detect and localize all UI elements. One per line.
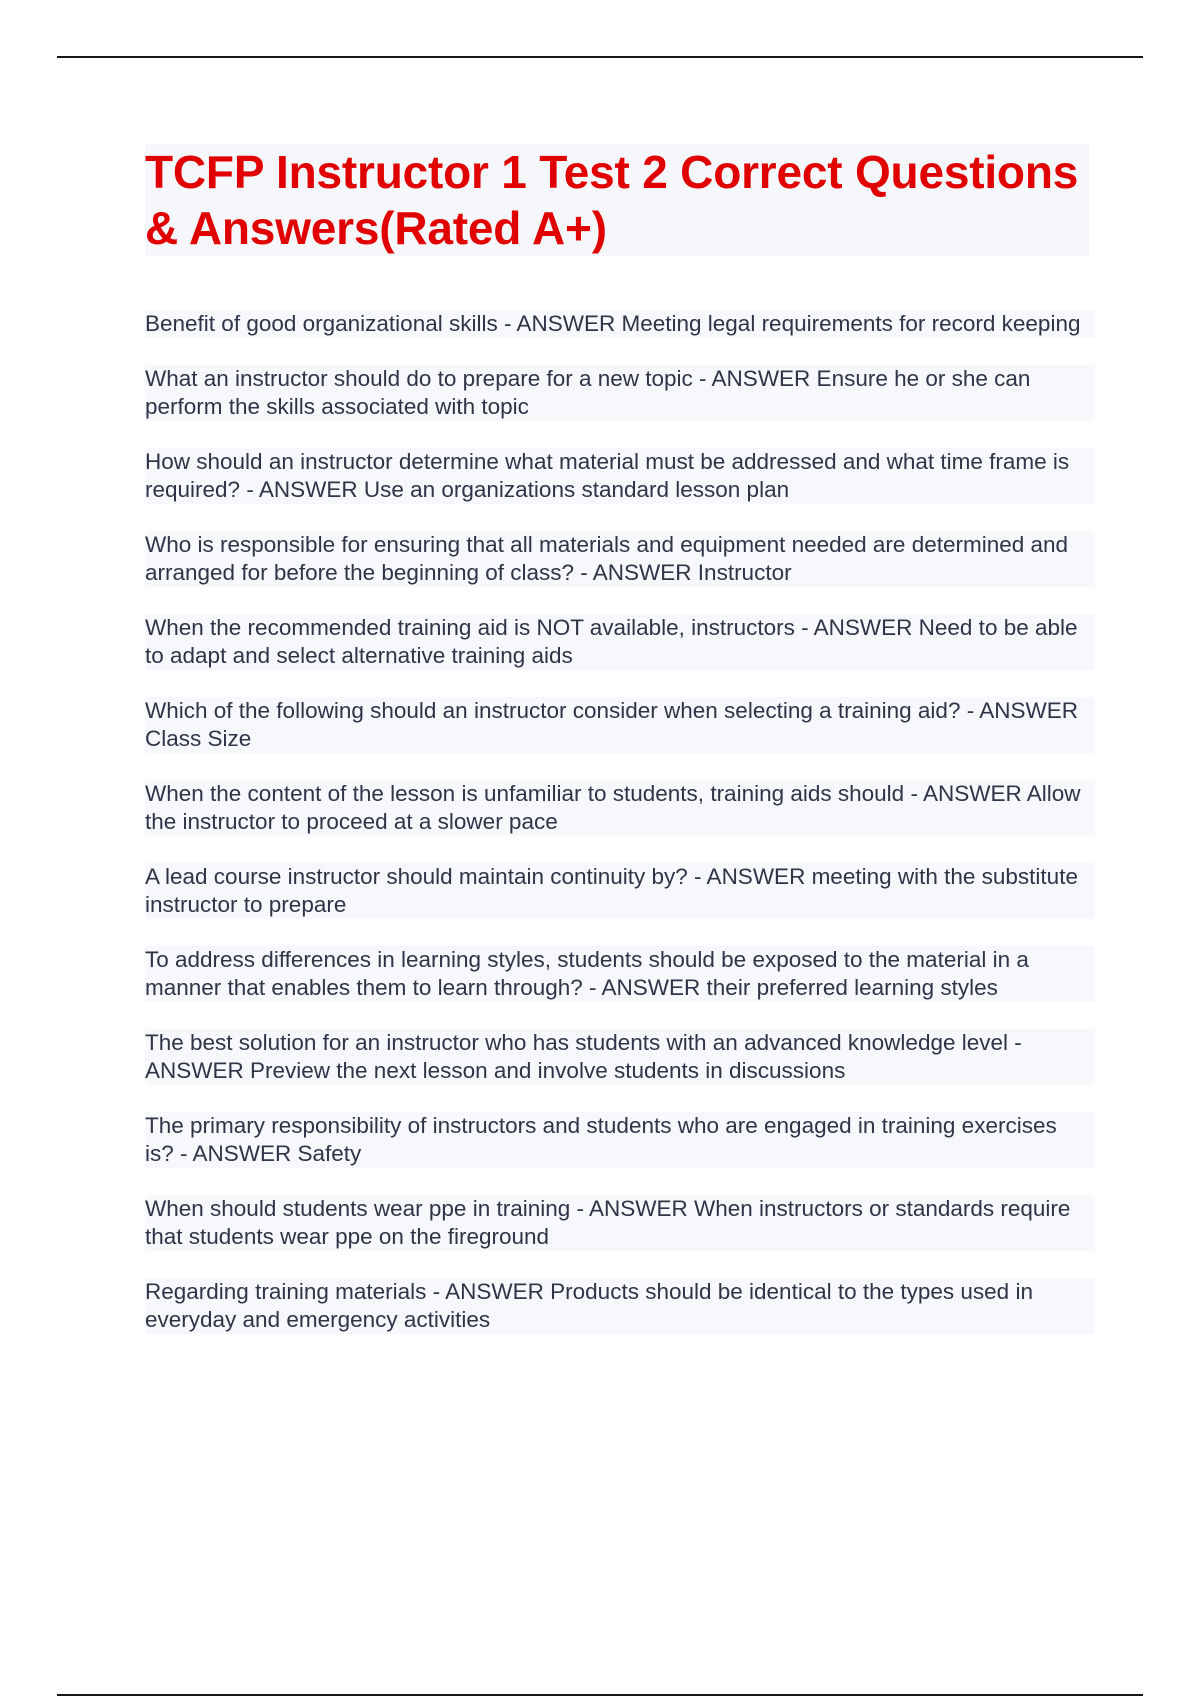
qa-list [145,310,1095,1361]
qa-item: Benefit of good organizational skills - ANSWER Meeting legal requirements for record keeping [145,310,1095,338]
qa-item: The primary responsibility of instructors and students who are engaged in training exercises is? - ANSWER Safety [145,1112,1095,1168]
qa-item: Regarding training materials - ANSWER Products should be identical to the types used in everyday and emergency activities [145,1278,1095,1334]
qa-item: The best solution for an instructor who has students with an advanced knowledge level - ANSWER Preview the next lesson and involve students in discussions [145,1029,1095,1085]
bottom-rule [57,1694,1143,1696]
qa-item: A lead course instructor should maintain continuity by? - ANSWER meeting with the substitute instructor to prepare [145,863,1095,919]
qa-item: To address differences in learning styles, students should be exposed to the material in a manner that enables them to learn through? - ANSWER their preferred learning styles [145,946,1095,1002]
qa-item: When the content of the lesson is unfamiliar to students, training aids should - ANSWER Allow the instructor to proceed at a slower pace [145,780,1095,836]
qa-item: When should students wear ppe in training - ANSWER When instructors or standards require that students wear ppe on the fireground [145,1195,1095,1251]
qa-item: When the recommended training aid is NOT available, instructors - ANSWER Need to be able to adapt and select alternative training aids [145,614,1095,670]
document-title: TCFP Instructor 1 Test 2 Correct Questions & Answers(Rated A+) [145,146,1079,254]
qa-item: Which of the following should an instructor consider when selecting a training aid? - ANSWER Class Size [145,697,1095,753]
qa-item: Who is responsible for ensuring that all materials and equipment needed are determined and arranged for before the beginning of class? - ANSWER Instructor [145,531,1095,587]
title-block [145,144,1089,256]
qa-item: What an instructor should do to prepare for a new topic - ANSWER Ensure he or she can perform the skills associated with topic [145,365,1095,421]
top-rule [57,56,1143,58]
qa-item: How should an instructor determine what material must be addressed and what time frame is required? - ANSWER Use an organizations standard lesson plan [145,448,1095,504]
